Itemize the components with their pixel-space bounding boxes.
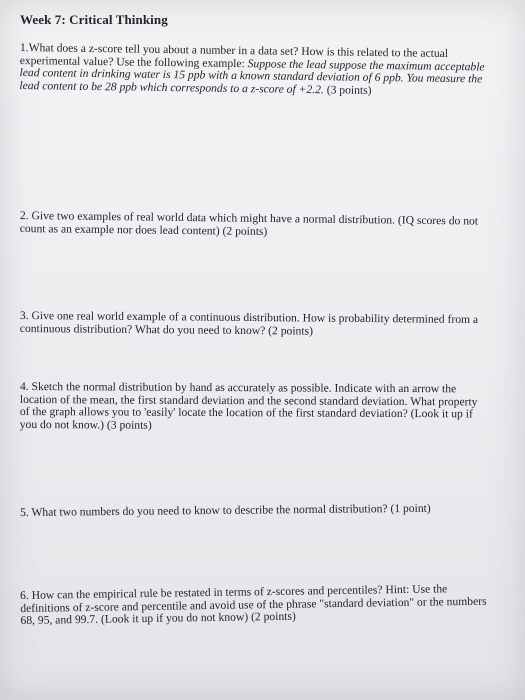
question-2: 2. Give two examples of real world data which might have a normal distribution. (IQ scores do not count as an example nor does lead content) (2 points) (19, 209, 479, 238)
question-1-points: (3 points) (323, 83, 372, 97)
question-1-example: Suppose the lead suppose the maximum acceptable lead content in drinking water is 15 ppb with a known standard deviation of 6 ppb. You measure the lead content to be 28 ppb which corresponds to a z-score of +2.2. (19, 56, 485, 97)
question-6: 6. How can the empirical rule be restated in terms of z-scores and percentiles? Hint: Use the definitions of z-score and percentile and avoid use of the phrase "standard deviation" or the numbers 68, 95, and 99.7. (Look it up if you do not know) (2 points) (19, 582, 487, 628)
question-1-text: 1.What does a z-score tell you about a number in a data set? How is this related to the actual experimental value? Use the following example: (19, 41, 449, 70)
page-title: Week 7: Critical Thinking (20, 12, 168, 27)
question-4: 4. Sketch the normal distribution by hand as accurately as possible. Indicate with an arrow the location of the mean, the first standard deviation and the second standard deviation. What property of the graph allows you to 'easily' locate the location of the first standard deviation? (Look it up if you do not know.) (3 points) (19, 380, 478, 432)
question-3: 3. Give one real world example of a continuous distribution. How is probability determined from a continuous distribution? What do you need to know? (2 points) (19, 309, 479, 338)
question-1 (19, 42, 488, 99)
question-5: 5. What two numbers do you need to know to describe the normal distribution? (1 point) (19, 501, 431, 519)
